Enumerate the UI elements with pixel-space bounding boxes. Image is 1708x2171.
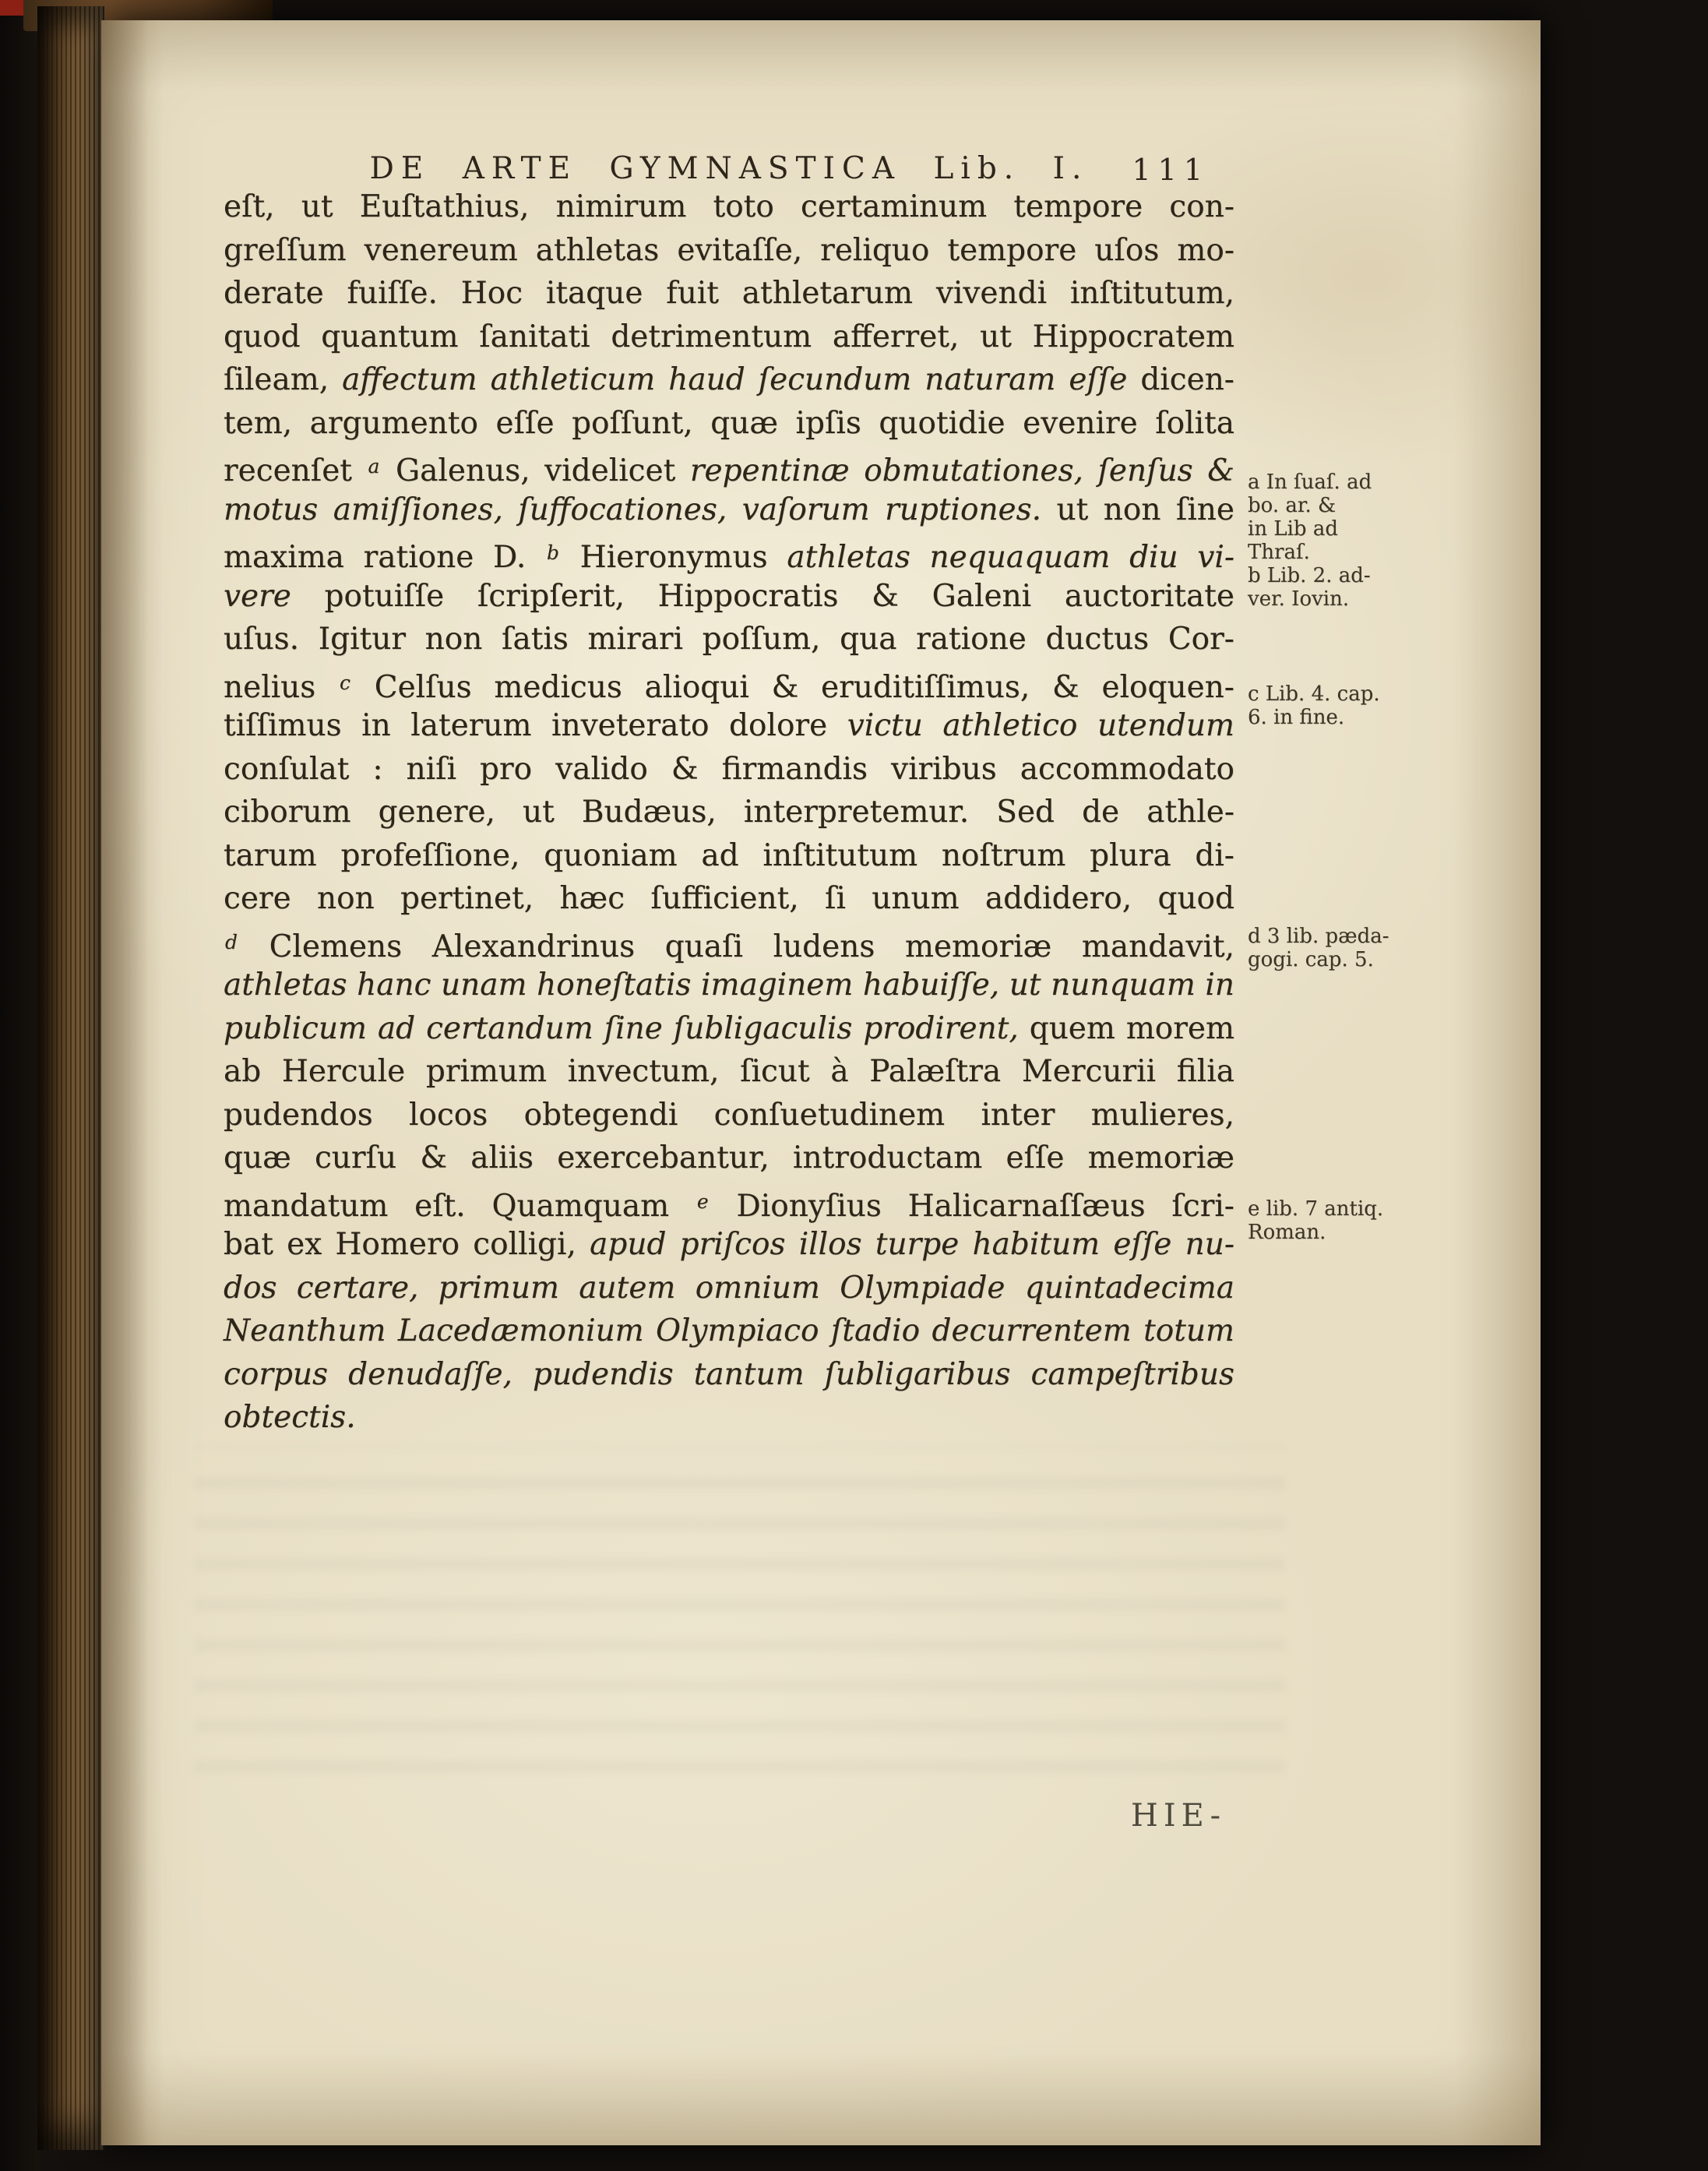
margin-note-line: Roman. (1248, 1221, 1326, 1244)
text-segment: vere (224, 578, 291, 614)
text-line (224, 229, 1234, 273)
text-line (224, 921, 1234, 964)
text-segment: motus amiſſiones, ſuffocationes, vaſorum ruptiones. (224, 492, 1042, 527)
text-segment: ut non ſine (1041, 492, 1234, 527)
text-segment: publicum ad certandum ſine ſubligaculis prodirent, (224, 1010, 1019, 1046)
reference-letter: c (340, 671, 350, 694)
margin-note-line: e lib. 7 antiq. (1248, 1197, 1384, 1221)
text-line (224, 402, 1234, 446)
text-segment: athletas hanc unam honeſtatis imaginem habuiſſe, ut nunquam in (224, 967, 1234, 1003)
text-segment: derate fuiſſe. Hoc itaque fuit athletarum vivendi inſtitutum, (224, 276, 1234, 311)
catchword: HIE- (1131, 1798, 1227, 1834)
text-segment: affectum athleticum haud ſecundum naturam eſſe (342, 362, 1128, 397)
text-segment: ab Hercule primum invectum, ſicut à Palæſtra Mercurii filia (224, 1054, 1234, 1089)
text-segment: Galenus, videlicet (381, 453, 690, 488)
text-segment: tem, argumento eſſe poſſunt, quæ ipſis quotidie evenire ſolita (224, 405, 1234, 441)
text-line (224, 1007, 1234, 1051)
text-segment: ſileam, (224, 362, 343, 397)
text-line (224, 185, 1234, 229)
text-line (224, 358, 1234, 402)
text-segment: quem morem (1018, 1010, 1234, 1046)
text-line (224, 877, 1234, 921)
text-line (224, 1267, 1234, 1310)
reference-letter: b (547, 541, 559, 564)
text-line (224, 1050, 1234, 1094)
text-segment: dos certare, primum autem omnium Olympiade quintadecima (224, 1270, 1234, 1306)
text-segment: tarum profeſſione, quoniam ad inſtitutum noſtrum plura di- (224, 837, 1234, 873)
text-line (224, 531, 1234, 575)
folio-number: 111 (1132, 153, 1210, 187)
text-line (224, 1309, 1234, 1353)
text-line (224, 791, 1234, 834)
margin-note (1248, 682, 1403, 729)
text-line (224, 445, 1234, 488)
margin-note-line: gogi. cap. 5. (1248, 948, 1374, 971)
text-line (224, 272, 1234, 315)
margin-note-line: 6. in fine. (1248, 706, 1345, 729)
text-line (224, 1137, 1234, 1180)
text-line (224, 661, 1234, 705)
text-line (224, 704, 1234, 748)
text-line (224, 1094, 1234, 1137)
scan-dark-border (0, 0, 39, 2171)
text-segment: recenſet (224, 453, 367, 488)
margin-note-line: ver. Iovin. (1248, 587, 1350, 611)
text-segment: Celſus medicus alioqui & eruditiſſimus, & eloquen- (352, 669, 1234, 705)
margin-note (1248, 925, 1403, 971)
text-line (224, 1180, 1234, 1224)
margin-note (1248, 471, 1403, 611)
reference-letter: e (696, 1189, 709, 1213)
text-segment: quod quantum ſanitati detrimentum afferret, ut Hippocratem (224, 319, 1234, 354)
reference-letter: d (225, 930, 238, 953)
text-segment: tiſſimus in laterum inveterato dolore (224, 708, 847, 743)
text-segment: potuiſſe ſcripſerit, Hippocratis & Galeni auctoritate (291, 578, 1234, 614)
text-segment: conſulat : niſi pro valido & firmandis viribus accommodato (224, 751, 1234, 787)
text-segment: athletas nequaquam diu vi- (787, 540, 1234, 575)
margin-note-line: d 3 lib. pæda- (1248, 925, 1389, 948)
text-line (224, 1223, 1234, 1267)
text-segment: maxima ratione D. (224, 540, 545, 575)
book-page-edges (37, 6, 104, 2150)
text-segment: quæ curſu & aliis exercebantur, introductam eſſe memoriæ (224, 1140, 1234, 1175)
running-title: DE ARTE GYMNASTICA Lib. I. (369, 151, 1089, 186)
text-line (224, 748, 1234, 791)
text-segment: repentinæ obmutationes, ſenſus & (689, 453, 1234, 488)
text-line (224, 964, 1234, 1007)
text-segment: nelius (224, 669, 339, 705)
margin-note-line: in Lib ad (1248, 517, 1338, 541)
text-segment: apud priſcos illos turpe habitum eſſe nu- (590, 1227, 1234, 1262)
text-line (224, 618, 1234, 661)
margin-note-line: Thraſ. (1248, 541, 1310, 564)
text-line (224, 1353, 1234, 1397)
text-segment: victu athletico utendum (847, 708, 1234, 743)
text-line (224, 315, 1234, 359)
text-line (224, 575, 1234, 619)
text-line (224, 834, 1234, 878)
reference-letter: a (368, 455, 380, 478)
text-segment: ciborum genere, ut Budæus, interpretemur. Sed de athle- (224, 795, 1234, 830)
show-through (195, 1446, 1285, 1773)
margin-note-line: bo. ar. & (1248, 494, 1336, 517)
binding-red-label (0, 0, 26, 16)
text-segment: greſſum venereum athletas evitaſſe, reliquo tempore uſos mo- (224, 232, 1234, 268)
margin-note-line: b Lib. 2. ad- (1248, 564, 1371, 587)
text-segment: corpus denudaſſe, pudendis tantum ſubligaribus campeſtribus (224, 1356, 1234, 1392)
margin-note-line: c Lib. 4. cap. (1248, 682, 1380, 706)
text-segment: eſt, ut Euſtathius, nimirum toto certaminum tempore con- (224, 189, 1234, 224)
text-segment: Clemens Alexandrinus quaſi ludens memoriæ mandavit, (238, 929, 1234, 964)
text-segment: bat ex Homero colligi, (224, 1227, 590, 1262)
book-page (101, 20, 1541, 2145)
gutter-shadow (101, 20, 148, 2145)
text-segment: mandatum eſt. Quamquam (224, 1188, 696, 1224)
margin-note (1248, 1197, 1403, 1244)
text-line (224, 1396, 1234, 1440)
text-segment: obtectis. (224, 1400, 356, 1435)
text-segment: pudendos locos obtegendi conſuetudinem inter mulieres, (224, 1097, 1234, 1133)
body-text (224, 185, 1234, 1440)
text-segment: Hieronymus (560, 540, 787, 575)
text-segment: Dionyſius Halicarnaſſæus ſcri- (710, 1188, 1234, 1224)
margin-notes (1248, 185, 1403, 1510)
text-segment: dicen- (1127, 362, 1234, 397)
text-line (224, 488, 1234, 532)
text-segment: uſus. Igitur non ſatis mirari poſſum, qua ratione ductus Cor- (224, 622, 1234, 657)
text-segment: cere non pertinet, hæc ſufficient, ſi unum addidero, quod (224, 881, 1234, 916)
text-segment: Neanthum Lacedæmonium Olympiaco ſtadio decurrentem totum (224, 1313, 1234, 1348)
margin-note-line: a In ſuaſ. ad (1248, 471, 1372, 494)
